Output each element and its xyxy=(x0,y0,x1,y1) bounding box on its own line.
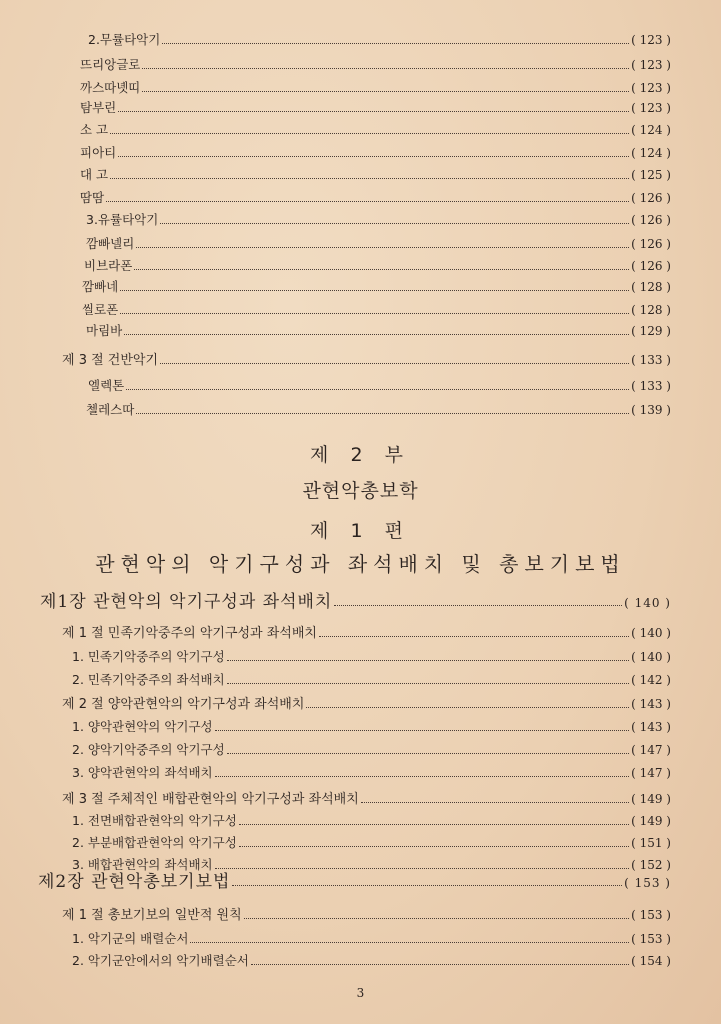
toc-section xyxy=(62,907,671,924)
toc-entry xyxy=(72,953,671,969)
toc-entry xyxy=(88,32,671,48)
toc-entry-title: 깜빠넬리 xyxy=(86,236,135,251)
toc-entry-title: 대 고 xyxy=(80,167,109,182)
toc-entry-title: 제 3 절 건반악기 xyxy=(62,353,159,368)
toc-entry-title: 까스따녯띠 xyxy=(80,80,141,95)
toc-entry xyxy=(80,100,671,116)
toc-entry xyxy=(80,145,671,161)
toc-entry xyxy=(80,122,671,138)
toc-section xyxy=(62,791,671,808)
toc-entry-title: 마림바 xyxy=(86,323,123,338)
toc-entry-title: 3.유률타악기 xyxy=(86,212,159,227)
toc-entry xyxy=(86,212,671,228)
dot-leader xyxy=(239,846,629,847)
dot-leader xyxy=(190,942,629,943)
toc-entry-page: ( 140 ) xyxy=(631,626,671,640)
toc-entry xyxy=(86,236,671,252)
toc-entry xyxy=(82,302,671,318)
dot-leader xyxy=(227,683,629,684)
toc-entry-page: ( 133 ) xyxy=(631,379,671,393)
toc-entry-title: 1. 전면배합관현악의 악기구성 xyxy=(72,813,237,828)
dot-leader xyxy=(162,43,629,44)
toc-chapter xyxy=(38,874,671,891)
toc-entry-page: ( 124 ) xyxy=(631,146,671,160)
toc-entry-title: 첼레스따 xyxy=(86,402,135,417)
toc-entry-page: ( 140 ) xyxy=(624,596,671,610)
toc-section xyxy=(62,625,671,642)
toc-section xyxy=(62,352,671,369)
toc-entry xyxy=(72,742,671,758)
toc-entry-page: ( 139 ) xyxy=(631,403,671,417)
toc-chapter xyxy=(40,594,671,611)
toc-entry-title: 1. 민족기악중주의 악기구성 xyxy=(72,649,225,664)
toc-entry xyxy=(80,80,671,96)
dot-leader xyxy=(136,413,629,414)
dot-leader xyxy=(118,156,629,157)
dot-leader xyxy=(361,802,629,803)
toc-entry-page: ( 149 ) xyxy=(631,814,671,828)
toc-section xyxy=(62,696,671,713)
toc-entry-page: ( 128 ) xyxy=(631,280,671,294)
toc-entry-page: ( 153 ) xyxy=(631,908,671,922)
toc-entry-title: 2. 민족기악중주의 좌석배치 xyxy=(72,672,225,687)
toc-entry-title: 3. 양악관현악의 좌석배치 xyxy=(72,765,213,780)
toc-entry xyxy=(88,378,671,394)
dot-leader xyxy=(215,868,629,869)
toc-entry-page: ( 133 ) xyxy=(631,353,671,367)
toc-entry-page: ( 126 ) xyxy=(631,191,671,205)
toc-entry-title: 2.무률타악기 xyxy=(88,32,161,47)
part-number: 제 2 부 xyxy=(310,444,411,466)
dot-leader xyxy=(227,753,629,754)
dot-leader xyxy=(215,730,629,731)
dot-leader xyxy=(124,334,629,335)
toc-entry xyxy=(72,857,671,873)
dot-leader xyxy=(110,178,629,179)
toc-entry-title: 땀땀 xyxy=(80,190,105,205)
toc-entry-title: 1. 양악관현악의 악기구성 xyxy=(72,719,213,734)
toc-entry xyxy=(72,931,671,947)
toc-entry xyxy=(72,719,671,735)
toc-entry-page: ( 147 ) xyxy=(631,766,671,780)
dot-leader xyxy=(306,707,629,708)
toc-entry-page: ( 152 ) xyxy=(631,858,671,872)
toc-entry xyxy=(72,813,671,829)
toc-entry-title: 1. 악기군의 배렬순서 xyxy=(72,931,189,946)
dot-leader xyxy=(142,91,629,92)
dot-leader xyxy=(142,68,629,69)
toc-entry-title: 소 고 xyxy=(80,122,109,137)
dot-leader xyxy=(160,223,629,224)
part-title: 관현악총보학 xyxy=(302,480,419,502)
toc-entry-page: ( 154 ) xyxy=(631,954,671,968)
dot-leader xyxy=(110,133,629,134)
toc-entry-title: 2. 부분배합관현악의 악기구성 xyxy=(72,835,237,850)
toc-entry-title: 제2장 관현악총보기보법 xyxy=(38,872,231,892)
toc-entry xyxy=(80,57,671,73)
dot-leader xyxy=(239,824,629,825)
toc-entry-page: ( 142 ) xyxy=(631,673,671,687)
toc-entry-title: 비브라폰 xyxy=(84,258,133,273)
toc-entry xyxy=(72,765,671,781)
toc-entry xyxy=(84,258,671,274)
toc-entry-page: ( 153 ) xyxy=(631,932,671,946)
toc-entry-page: ( 129 ) xyxy=(631,324,671,338)
dot-leader xyxy=(120,290,629,291)
toc-entry-page: ( 143 ) xyxy=(631,697,671,711)
toc-entry-title: 뜨리앙글로 xyxy=(80,57,141,72)
toc-entry xyxy=(86,323,671,339)
toc-entry-title: 엘렉톤 xyxy=(88,378,125,393)
toc-entry-page: ( 126 ) xyxy=(631,237,671,251)
toc-entry-page: ( 153 ) xyxy=(624,876,671,890)
dot-leader xyxy=(126,389,629,390)
dot-leader xyxy=(118,111,629,112)
volume-number: 제 1 편 xyxy=(310,520,411,542)
dot-leader xyxy=(160,363,629,364)
toc-entry xyxy=(72,672,671,688)
dot-leader xyxy=(120,313,629,314)
toc-entry-page: ( 126 ) xyxy=(631,213,671,227)
toc-entry xyxy=(86,402,671,418)
toc-entry-title: 제 1 절 민족기악중주의 악기구성과 좌석배치 xyxy=(62,626,317,641)
dot-leader xyxy=(319,636,629,637)
toc-entry-title: 제 1 절 총보기보의 일반적 원칙 xyxy=(62,908,242,923)
toc-entry xyxy=(72,835,671,851)
toc-entry-page: ( 151 ) xyxy=(631,836,671,850)
toc-entry-page: ( 123 ) xyxy=(631,81,671,95)
toc-entry-title: 씰로폰 xyxy=(82,302,119,317)
dot-leader xyxy=(136,247,629,248)
toc-entry-page: ( 123 ) xyxy=(631,33,671,47)
dot-leader xyxy=(215,776,629,777)
toc-entry-title: 제 3 절 주체적인 배합관현악의 악기구성과 좌석배치 xyxy=(62,792,359,807)
toc-entry-page: ( 125 ) xyxy=(631,168,671,182)
toc-entry-page: ( 128 ) xyxy=(631,303,671,317)
dot-leader xyxy=(227,660,629,661)
toc-entry-page: ( 123 ) xyxy=(631,101,671,115)
toc-entry-page: ( 143 ) xyxy=(631,720,671,734)
dot-leader xyxy=(251,964,629,965)
dot-leader xyxy=(334,605,622,606)
toc-entry-page: ( 149 ) xyxy=(631,792,671,806)
dot-leader xyxy=(134,269,629,270)
toc-entry xyxy=(80,190,671,206)
dot-leader xyxy=(244,918,629,919)
toc-entry-title: 피아티 xyxy=(80,145,117,160)
toc-entry-page: ( 123 ) xyxy=(631,58,671,72)
toc-entry-page: ( 147 ) xyxy=(631,743,671,757)
toc-entry-title: 제 2 절 양악관현악의 악기구성과 좌석배치 xyxy=(62,697,305,712)
page-number: 3 xyxy=(356,986,365,1000)
toc-entry xyxy=(82,279,671,295)
dot-leader xyxy=(106,201,629,202)
toc-entry-title: 2. 양악기악중주의 악기구성 xyxy=(72,742,225,757)
toc-entry xyxy=(80,167,671,183)
toc-entry-title: 3. 배합관현악의 좌석배치 xyxy=(72,857,213,872)
toc-entry xyxy=(72,649,671,665)
toc-entry-title: 제1장 관현악의 악기구성과 좌석배치 xyxy=(40,592,333,612)
volume-title: 관현악의 악기구성과 좌석배치 및 총보기보법 xyxy=(95,552,626,576)
toc-entry-page: ( 140 ) xyxy=(631,650,671,664)
toc-entry-title: 탐부린 xyxy=(80,100,117,115)
toc-entry-page: ( 124 ) xyxy=(631,123,671,137)
toc-entry-title: 깜빠네 xyxy=(82,279,119,294)
toc-entry-title: 2. 악기군안에서의 악기배렬순서 xyxy=(72,953,249,968)
dot-leader xyxy=(232,885,622,886)
toc-entry-page: ( 126 ) xyxy=(631,259,671,273)
